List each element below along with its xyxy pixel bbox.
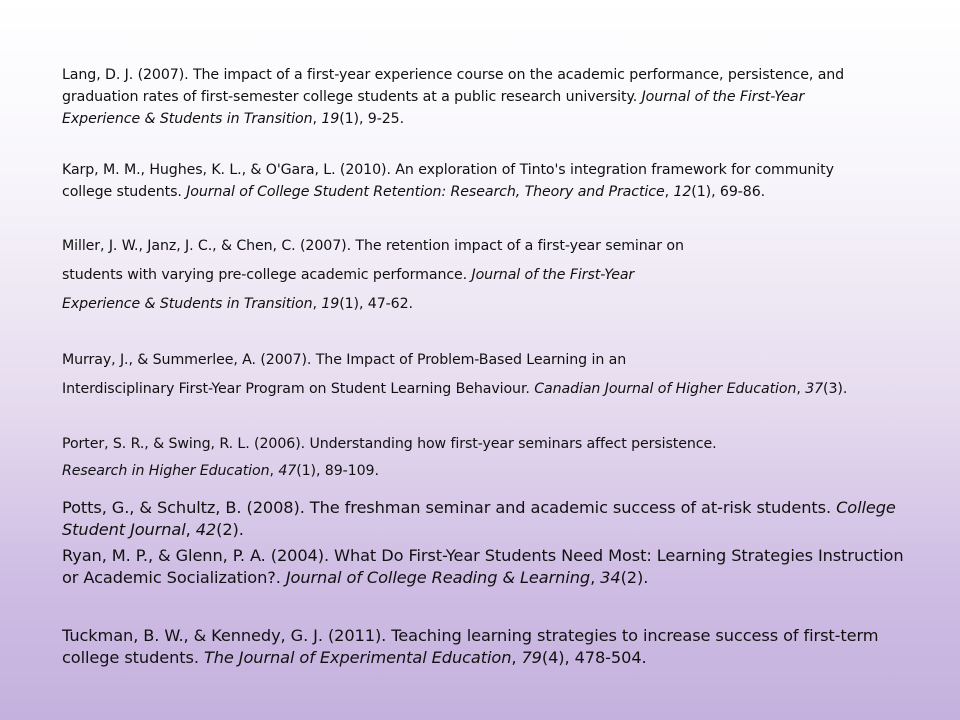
citation-text: ,: [664, 184, 674, 200]
issue-pages: (2).: [620, 568, 649, 587]
reference-line: [62, 545, 924, 567]
reference-line: [62, 378, 924, 400]
citation-text: ,: [312, 296, 322, 312]
issue-pages: (2).: [216, 520, 244, 539]
journal-title: Journal of College Student Retention: Research, Theory and Practice: [186, 184, 665, 200]
citation-text: Porter, S. R., & Swing, R. L. (2006). Understanding how first-year seminars affect persistence.: [62, 436, 717, 452]
journal-title: Student Journal: [62, 520, 186, 539]
journal-title: The Journal of Experimental Education: [203, 648, 512, 667]
journal-title: Experience & Students in Transition: [62, 111, 313, 127]
volume-number: 34: [600, 568, 621, 587]
journal-title: Journal of College Reading & Learning: [285, 568, 591, 587]
issue-pages: (1), 47-62.: [339, 296, 413, 312]
reference-lang-2007: [62, 64, 924, 130]
citation-text: ,: [796, 381, 806, 397]
reference-line: [62, 235, 924, 257]
citation-text: graduation rates of first-semester college students at a public research university.: [62, 89, 642, 105]
journal-title: Research in Higher Education: [62, 463, 270, 479]
volume-number: 19: [321, 296, 340, 312]
volume-number: 12: [673, 184, 692, 200]
citation-text: ,: [269, 463, 279, 479]
reference-line: [62, 647, 924, 669]
issue-pages: (1), 89-109.: [296, 463, 379, 479]
volume-number: 37: [805, 381, 824, 397]
volume-number: 42: [195, 520, 217, 539]
volume-number: 79: [521, 648, 542, 667]
issue-pages: (4), 478-504.: [541, 648, 647, 667]
citation-text: Ryan, M. P., & Glenn, P. A. (2004). What Do First-Year Students Need Most: Learning Strategies Instruction: [62, 546, 904, 565]
reference-porter-2006: [62, 433, 924, 482]
citation-text: Lang, D. J. (2007). The impact of a first-year experience course on the academic performance, persistence, and: [62, 67, 845, 83]
citation-text: Potts, G., & Schultz, B. (2008). The freshman seminar and academic success of at-risk students.: [62, 498, 837, 517]
issue-pages: (1), 9-25.: [339, 111, 405, 127]
citation-text: Tuckman, B. W., & Kennedy, G. J. (2011). Teaching learning strategies to increase success of first-term: [62, 626, 879, 645]
reference-line: [62, 519, 924, 541]
reference-line: [62, 293, 924, 315]
journal-title: College: [836, 498, 896, 517]
citation-text: or Academic Socialization?.: [62, 568, 286, 587]
journal-title: Experience & Students in Transition: [62, 296, 313, 312]
reference-line: [62, 433, 924, 455]
issue-pages: (3).: [823, 381, 848, 397]
citation-text: Miller, J. W., Janz, J. C., & Chen, C. (2007). The retention impact of a first-year seminar on: [62, 238, 684, 254]
reference-line: [62, 64, 924, 86]
citation-text: students with varying pre-college academic performance.: [62, 267, 472, 283]
reference-line: [62, 460, 924, 482]
citation-text: ,: [590, 568, 601, 587]
reference-line: [62, 497, 924, 519]
reference-murray-2007: [62, 349, 924, 400]
reference-karp-2010: [62, 159, 924, 203]
reference-line: [62, 159, 924, 181]
reference-line: [62, 625, 924, 647]
reference-ryan-2004: [62, 545, 924, 589]
citation-text: ,: [185, 520, 196, 539]
volume-number: 47: [278, 463, 297, 479]
reference-line: [62, 567, 924, 589]
citation-text: college students.: [62, 184, 187, 200]
citation-text: Murray, J., & Summerlee, A. (2007). The Impact of Problem-Based Learning in an: [62, 352, 627, 368]
reference-line: [62, 349, 924, 371]
citation-text: ,: [312, 111, 322, 127]
journal-title: Canadian Journal of Higher Education: [534, 381, 797, 397]
citation-text: Interdisciplinary First-Year Program on Student Learning Behaviour.: [62, 381, 535, 397]
citation-text: college students.: [62, 648, 204, 667]
citation-text: Karp, M. M., Hughes, K. L., & O'Gara, L. (2010). An exploration of Tinto's integration framework for community: [62, 162, 834, 178]
reference-line: [62, 264, 924, 286]
reference-line: [62, 108, 924, 130]
reference-miller-2007: [62, 235, 924, 315]
issue-pages: (1), 69-86.: [691, 184, 766, 200]
citation-text: ,: [511, 648, 522, 667]
reference-line: [62, 181, 924, 203]
reference-line: [62, 86, 924, 108]
volume-number: 19: [321, 111, 340, 127]
reference-potts-2008: [62, 497, 924, 541]
journal-title: Journal of the First-Year: [641, 89, 805, 105]
journal-title: Journal of the First-Year: [471, 267, 635, 283]
reference-tuckman-2011: [62, 625, 924, 669]
